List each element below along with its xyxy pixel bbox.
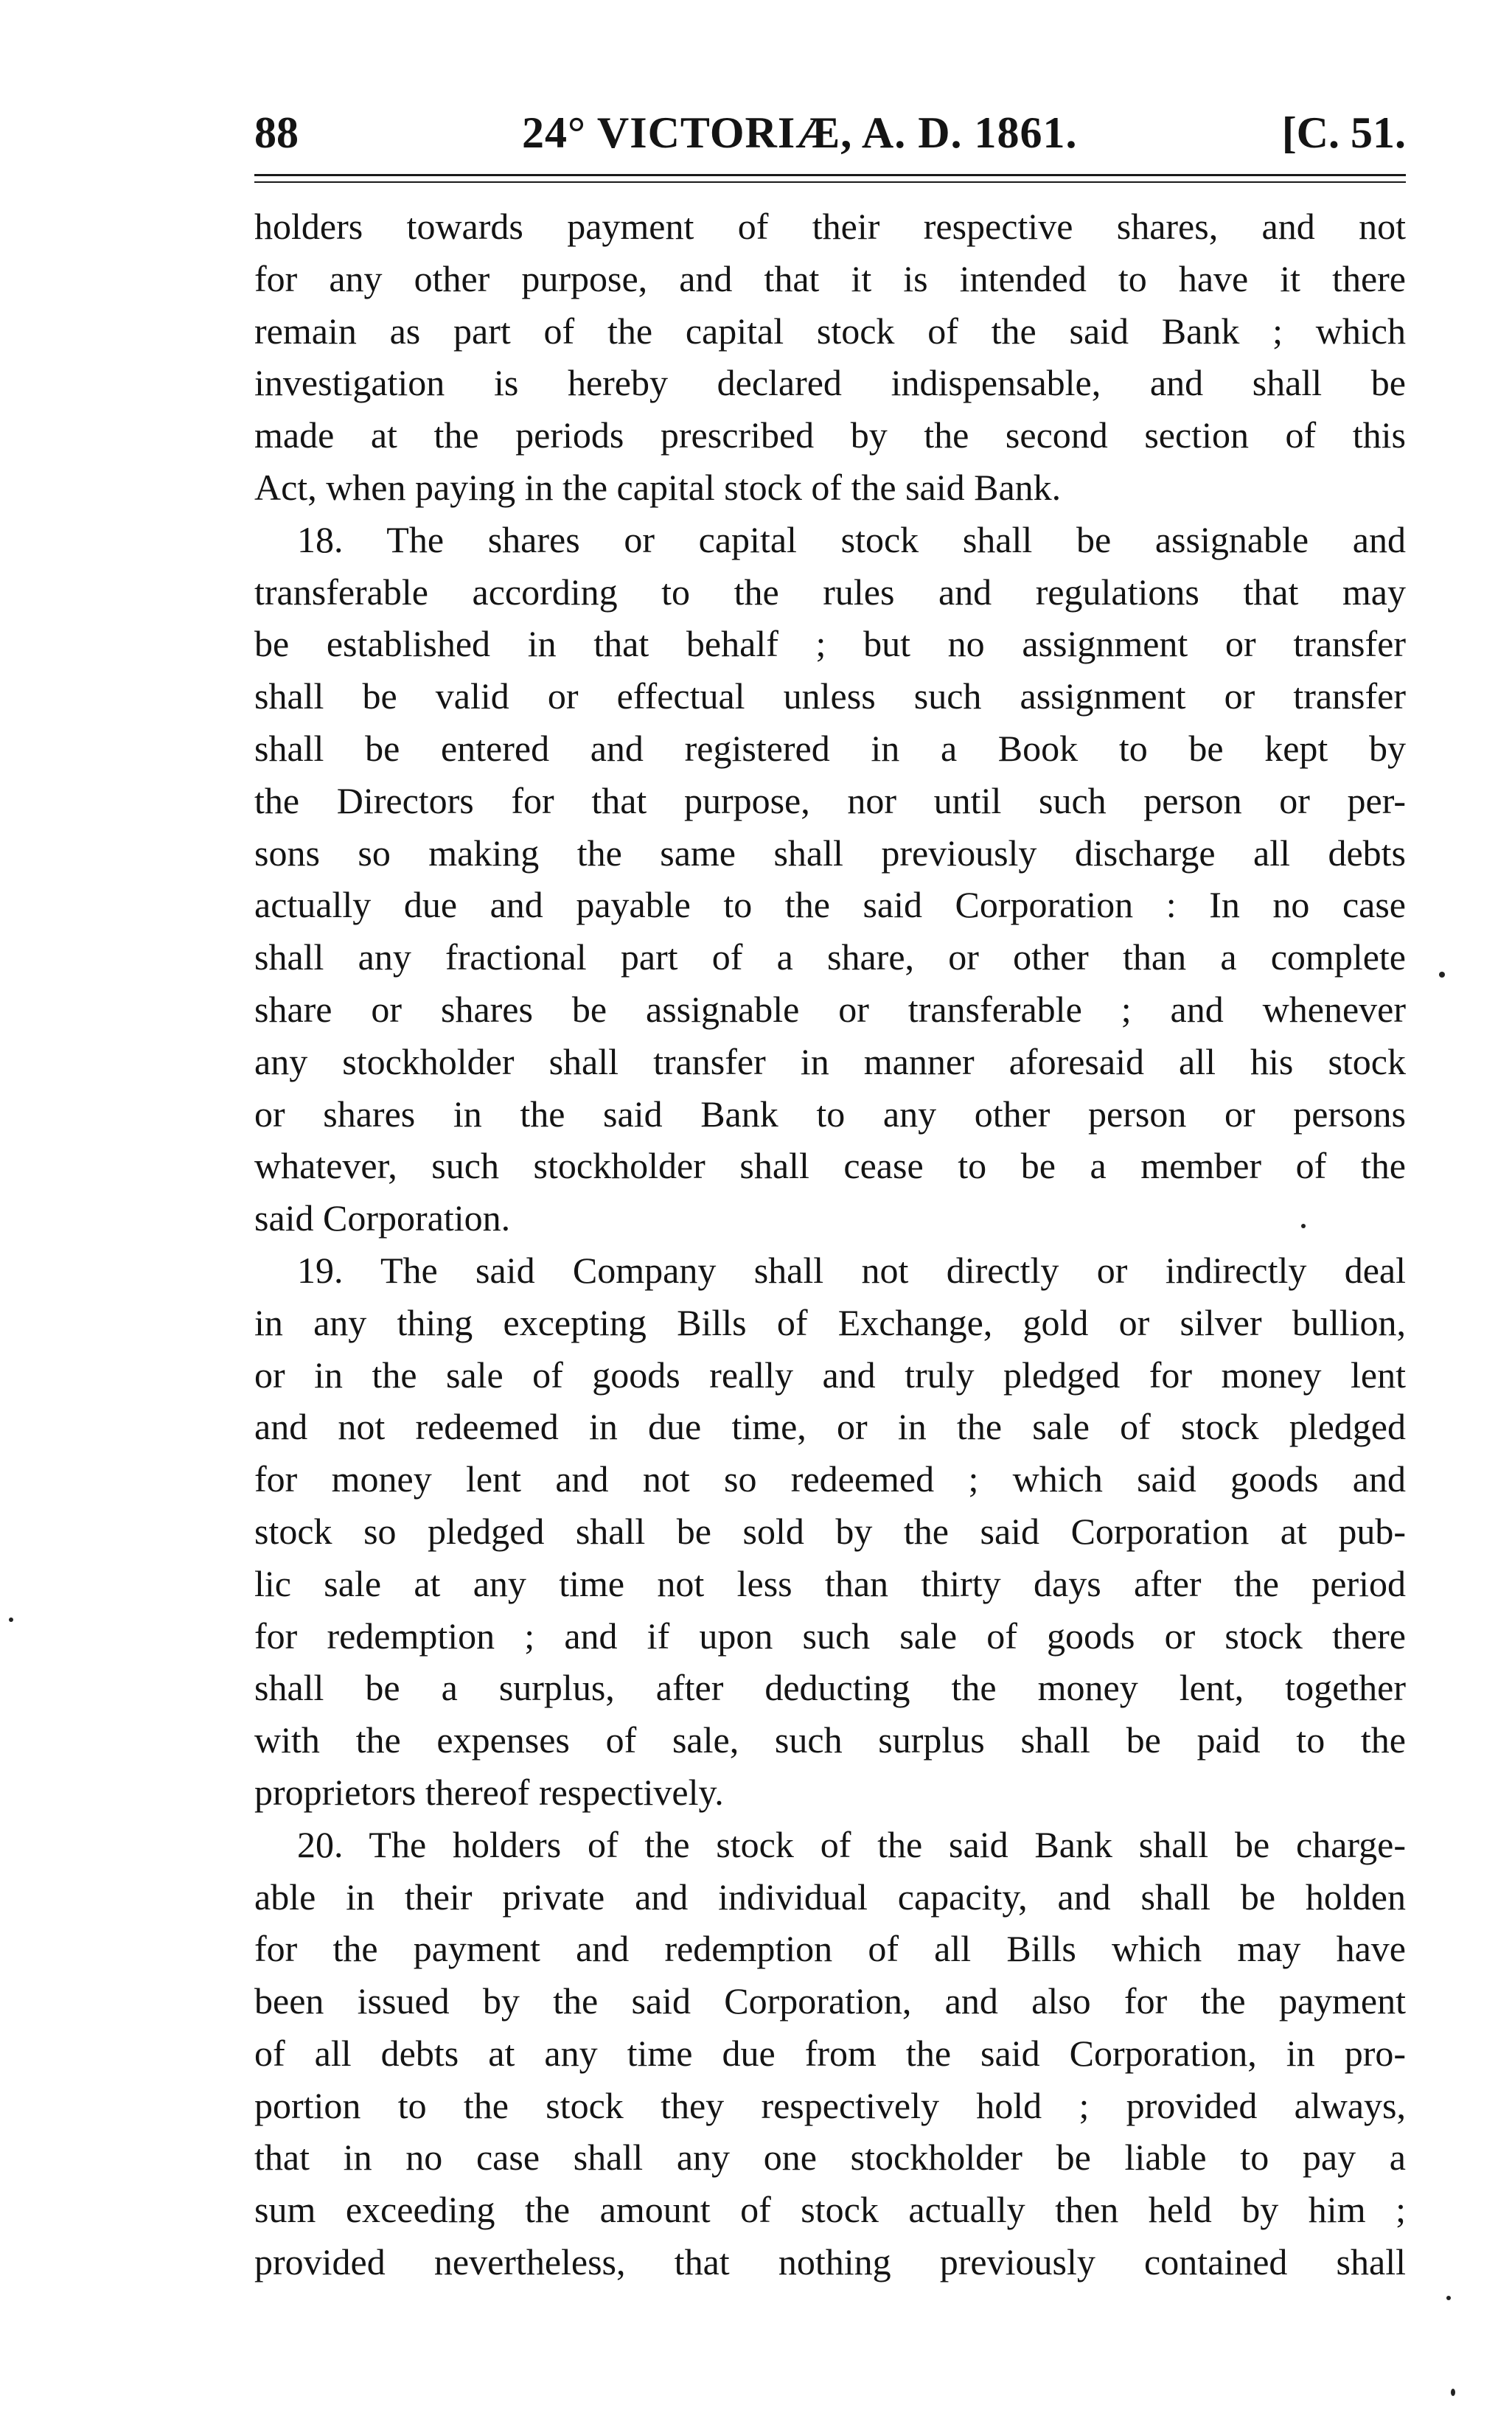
text-line: sons so making the same shall previously discharge all debts <box>254 832 1406 874</box>
text-line: provided nevertheless, that nothing previously contained shall <box>254 2241 1406 2283</box>
text-line: shall be a surplus, after deducting the money lent, together <box>254 1667 1406 1709</box>
header-rule-secondary <box>254 181 1406 183</box>
text-line: said Corporation. <box>254 1197 511 1239</box>
print-speck <box>9 1618 13 1622</box>
text-line: sum exceeding the amount of stock actually then held by him ; <box>254 2189 1406 2231</box>
text-line: remain as part of the capital stock of the said Bank ; which <box>254 310 1406 352</box>
print-speck <box>1301 1224 1306 1228</box>
print-speck <box>1451 2389 1455 2396</box>
text-line: of all debts at any time due from the said Corporation, in pro- <box>254 2032 1406 2074</box>
text-line: be established in that behalf ; but no assignment or transfer <box>254 623 1406 665</box>
print-speck <box>1439 972 1445 978</box>
chapter-reference: [C. 51. <box>1281 108 1406 157</box>
text-line: in any thing excepting Bills of Exchange, gold or silver bullion, <box>254 1301 1406 1343</box>
text-line: portion to the stock they respectively hold ; provided always, <box>254 2084 1406 2126</box>
text-line: for the payment and redemption of all Bills which may have <box>254 1928 1406 1970</box>
section-19-start: 19. The said Company shall not directly or indirectly deal <box>297 1249 1406 1291</box>
text-line: holders towards payment of their respective shares, and not <box>254 206 1406 247</box>
text-line: shall any fractional part of a share, or other than a complete <box>254 936 1406 978</box>
text-line: whatever, such stockholder shall cease to be a member of the <box>254 1145 1406 1187</box>
text-line: share or shares be assignable or transferable ; and whenever <box>254 988 1406 1030</box>
section-20-start: 20. The holders of the stock of the said Bank shall be charge- <box>297 1823 1406 1865</box>
text-line: with the expenses of sale, such surplus shall be paid to the <box>254 1719 1406 1761</box>
text-line: investigation is hereby declared indispensable, and shall be <box>254 362 1406 404</box>
text-line: been issued by the said Corporation, and also for the payment <box>254 1980 1406 2022</box>
text-line: shall be valid or effectual unless such assignment or transfer <box>254 675 1406 717</box>
text-line: transferable according to the rules and regulations that may <box>254 571 1406 613</box>
text-line: or in the sale of goods really and truly pledged for money lent <box>254 1354 1406 1396</box>
text-line: able in their private and individual capacity, and shall be holden <box>254 1876 1406 1918</box>
text-line: or shares in the said Bank to any other person or persons <box>254 1093 1406 1135</box>
text-line: lic sale at any time not less than thirty days after the period <box>254 1562 1406 1604</box>
text-line: and not redeemed in due time, or in the sale of stock pledged <box>254 1406 1406 1448</box>
text-line: Act, when paying in the capital stock of the said Bank. <box>254 466 1062 508</box>
text-line: for money lent and not so redeemed ; which said goods and <box>254 1458 1406 1500</box>
text-line: actually due and payable to the said Corporation : In no case <box>254 884 1406 926</box>
text-line: for redemption ; and if upon such sale of goods or stock there <box>254 1615 1406 1657</box>
page-number: 88 <box>254 108 299 157</box>
text-line: stock so pledged shall be sold by the said Corporation at pub- <box>254 1510 1406 1552</box>
text-line: the Directors for that purpose, nor until such person or per- <box>254 779 1406 821</box>
body-text <box>254 201 1406 2288</box>
section-18-start: 18. The shares or capital stock shall be assignable and <box>297 518 1406 560</box>
header-rule <box>254 174 1406 176</box>
text-line: for any other purpose, and that it is intended to have it there <box>254 257 1406 299</box>
print-speck <box>1446 2296 1451 2300</box>
text-line: made at the periods prescribed by the second section of this <box>254 414 1406 456</box>
text-line: shall be entered and registered in a Book to be kept by <box>254 727 1406 769</box>
header-title: 24° VICTORIÆ, A. D. 1861. <box>522 108 1078 157</box>
text-line: proprietors thereof respectively. <box>254 1771 724 1813</box>
text-line: any stockholder shall transfer in manner aforesaid all his stock <box>254 1040 1406 1082</box>
text-line: that in no case shall any one stockholder be liable to pay a <box>254 2137 1406 2179</box>
running-header <box>254 103 1406 162</box>
